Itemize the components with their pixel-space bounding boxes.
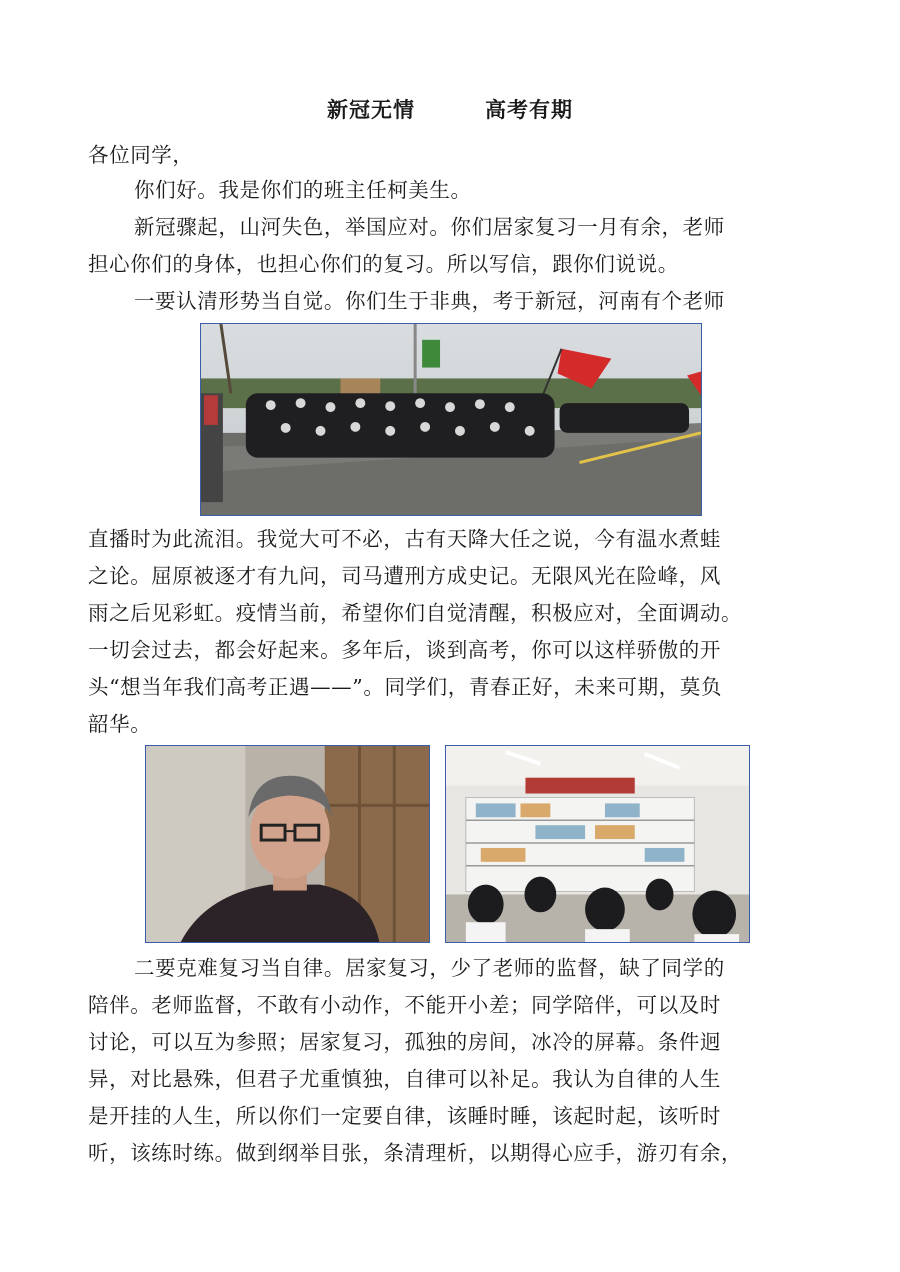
paragraph-line: 雨之后见彩虹。疫情当前，希望你们自觉清醒，积极应对，全面调动。 [88,601,743,625]
paragraph-line: 一要认清形势当自觉。你们生于非典，考于新冠，河南有个老师 [134,289,725,313]
paragraph-line: 一切会过去，都会好起来。多年后，谈到高考，你可以这样骄傲的开 [88,638,721,662]
paragraph-line: 讨论，可以互为参照；居家复习，孤独的房间，冰冷的屏幕。条件迥 [88,1030,721,1054]
classroom-photo [445,745,750,943]
paragraph-line: 二要克难复习当自律。居家复习，少了老师的监督，缺了同学的 [134,956,725,980]
classroom-photo-image [446,746,749,942]
greeting: 各位同学， [88,143,194,167]
letter-title [0,94,900,124]
group-photo-image [201,324,701,515]
paragraph-line: 陪伴。老师监督，不敢有小动作，不能开小差；同学陪伴，可以及时 [88,993,721,1017]
title-part-2: 高考有期 [485,98,573,122]
paragraph-line: 担心你们的身体，也担心你们的复习。所以写信，跟你们说说。 [88,252,679,276]
paragraph-line: 之论。屈原被逐才有九问，司马遭刑方成史记。无限风光在险峰，风 [88,564,721,588]
teacher-photo-image [146,746,429,942]
title-part-1: 新冠无情 [327,98,415,122]
paragraph-line: 异，对比悬殊，但君子尤重慎独，自律可以补足。我认为自律的人生 [88,1067,721,1091]
teacher-photo [145,745,430,943]
group-photo [200,323,702,516]
paragraph-line: 新冠骤起，山河失色，举国应对。你们居家复习一月有余，老师 [134,215,725,239]
paragraph-line: 韶华。 [88,712,152,736]
paragraph-line: 你们好。我是你们的班主任柯美生。 [134,178,472,202]
paragraph-line: 是开挂的人生，所以你们一定要自律，该睡时睡，该起时起，该听时 [88,1104,721,1128]
paragraph-line: 直播时为此流泪。我觉大可不必，古有天降大任之说，今有温水煮蛙 [88,527,721,551]
paragraph-line: 听，该练时练。做到纲举目张，条清理析，以期得心应手，游刃有余， [88,1141,743,1165]
paragraph-line: 头“想当年我们高考正遇——”。同学们，青春正好，未来可期，莫负 [88,675,723,699]
